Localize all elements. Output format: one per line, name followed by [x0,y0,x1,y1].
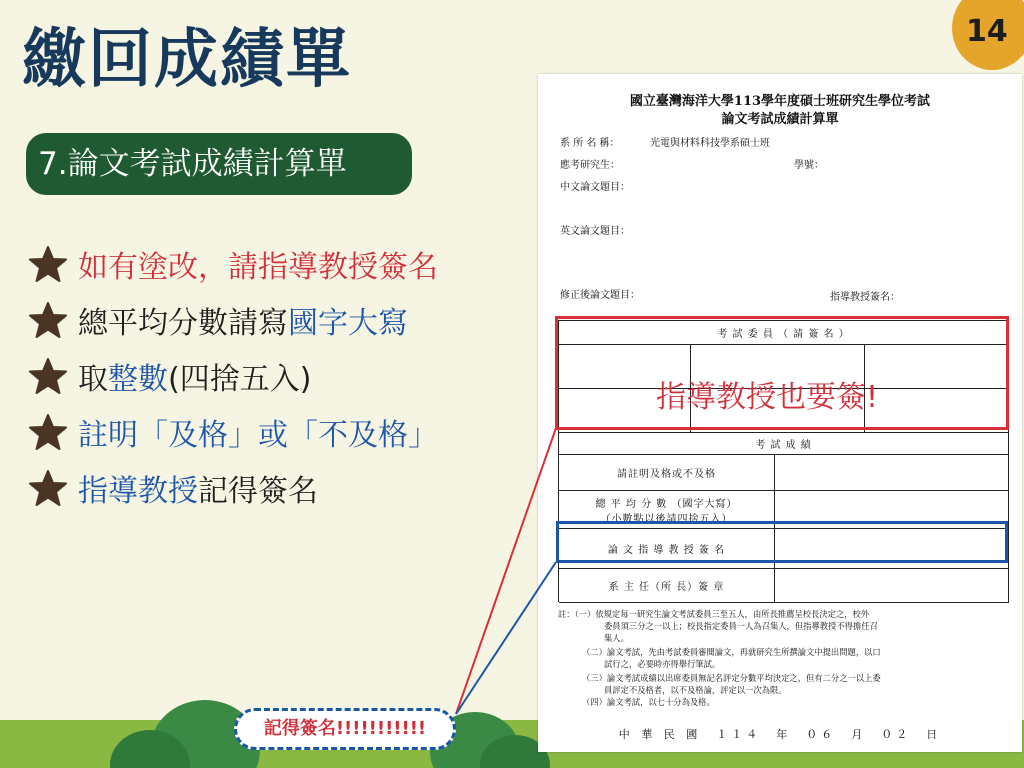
committee-header: 考 試 委 員 （ 請 簽 名 ） [559,321,1009,345]
bullet-text: 整數 [108,362,168,397]
student-id-label: 學號： [794,160,824,171]
bullet-text: 國字大寫 [288,306,408,341]
form-note: 試行之，必要時亦得舉行筆試。 [604,659,721,669]
advisor-also-sign-callout: 指導教授也要簽! [656,380,879,415]
bullet-text: 記得簽名 [198,474,318,509]
bullet-list [28,236,438,516]
form-note: 員評定不及格者，以不及格論，評定以一次為限。 [604,685,787,695]
advisor-sign-label: 指導教授簽名： [830,292,900,303]
bullet-text: 總平均分數請寫 [78,306,288,341]
bullet-item [28,292,438,348]
bullet-text: 取 [78,362,108,397]
form-note: （二）論文考試，先由考試委員審閱論文，再就研究生所撰論文中提出問題，以口 [582,647,881,657]
slide-title: 繳回成績單 [22,23,352,97]
form-date: 中 華 民 國 １１４ 年 ０６ 月 ０２ 日 [618,728,942,741]
pass-fail-label: 請註明及格或不及格 [559,455,775,491]
star-icon [28,412,68,452]
form-note: 集人。 [604,633,629,643]
bullet-item [28,348,438,404]
avg-score-line1: 總 平 均 分 數 （國字大寫） [595,498,738,510]
star-icon [28,468,68,508]
bullet-item [28,460,438,516]
form-note: （三）論文考試成績以出席委員無記名評定分數平均決定之，但有二分之一以上委 [582,673,881,683]
page-number-badge [952,0,1024,70]
pass-fail-value[interactable] [775,455,1009,491]
star-icon [28,356,68,396]
score-table [558,432,1008,602]
bullet-text: 註明「及格」或「不及格」 [78,418,438,453]
score-header: 考 試 成 績 [559,433,1009,455]
star-icon [28,244,68,284]
zh-title-label: 中文論文題目： [560,182,630,193]
advisor-sign-highlight-box [556,521,1008,563]
page-number: 14 [966,14,1008,49]
bullet-item [28,404,438,460]
form-title-line1: 國立臺灣海洋大學113學年度碩士班研究生學位考試 [629,94,931,109]
bullet-item [28,236,438,292]
section-subtitle: 7.論文考試成績計算單 [26,133,412,195]
advisor-sign-row-label: 論 文 指 導 教 授 簽 名 [559,529,775,569]
form-note: 註：（一）依規定每一研究生論文考試委員三至五人，由所長推薦呈校長決定之，校外 [558,609,870,619]
en-title-label: 英文論文題目： [560,226,630,237]
form-note: （四）論文考試，以七十分為及格。 [582,697,715,707]
bullet-text: 如有塗改，請指導教授簽名 [78,250,438,285]
star-icon [28,300,68,340]
student-label: 應考研究生： [560,160,620,171]
avg-score-line2: （小數點以後請四捨五入） [600,513,733,525]
form-title-line2: 論文考試成績計算單 [721,112,839,127]
remember-sign-pill: 記得簽名!!!!!!!!!!! [234,708,456,750]
dept-value: 光電與材料科技學系碩士班 [650,138,770,149]
revised-title-label: 修正後論文題目： [560,290,640,301]
chair-seal-label: 系 主 任（所 長）簽 章 [559,569,775,603]
bullet-text: (四捨五入) [168,362,312,397]
dept-label: 系 所 名 稱： [560,138,620,149]
bullet-text: 指導教授 [78,474,198,509]
form-note: 委員須三分之一以上；校長指定委員一人為召集人，但指導教授不得擔任召 [604,621,878,631]
chair-seal-value[interactable] [775,569,1009,603]
